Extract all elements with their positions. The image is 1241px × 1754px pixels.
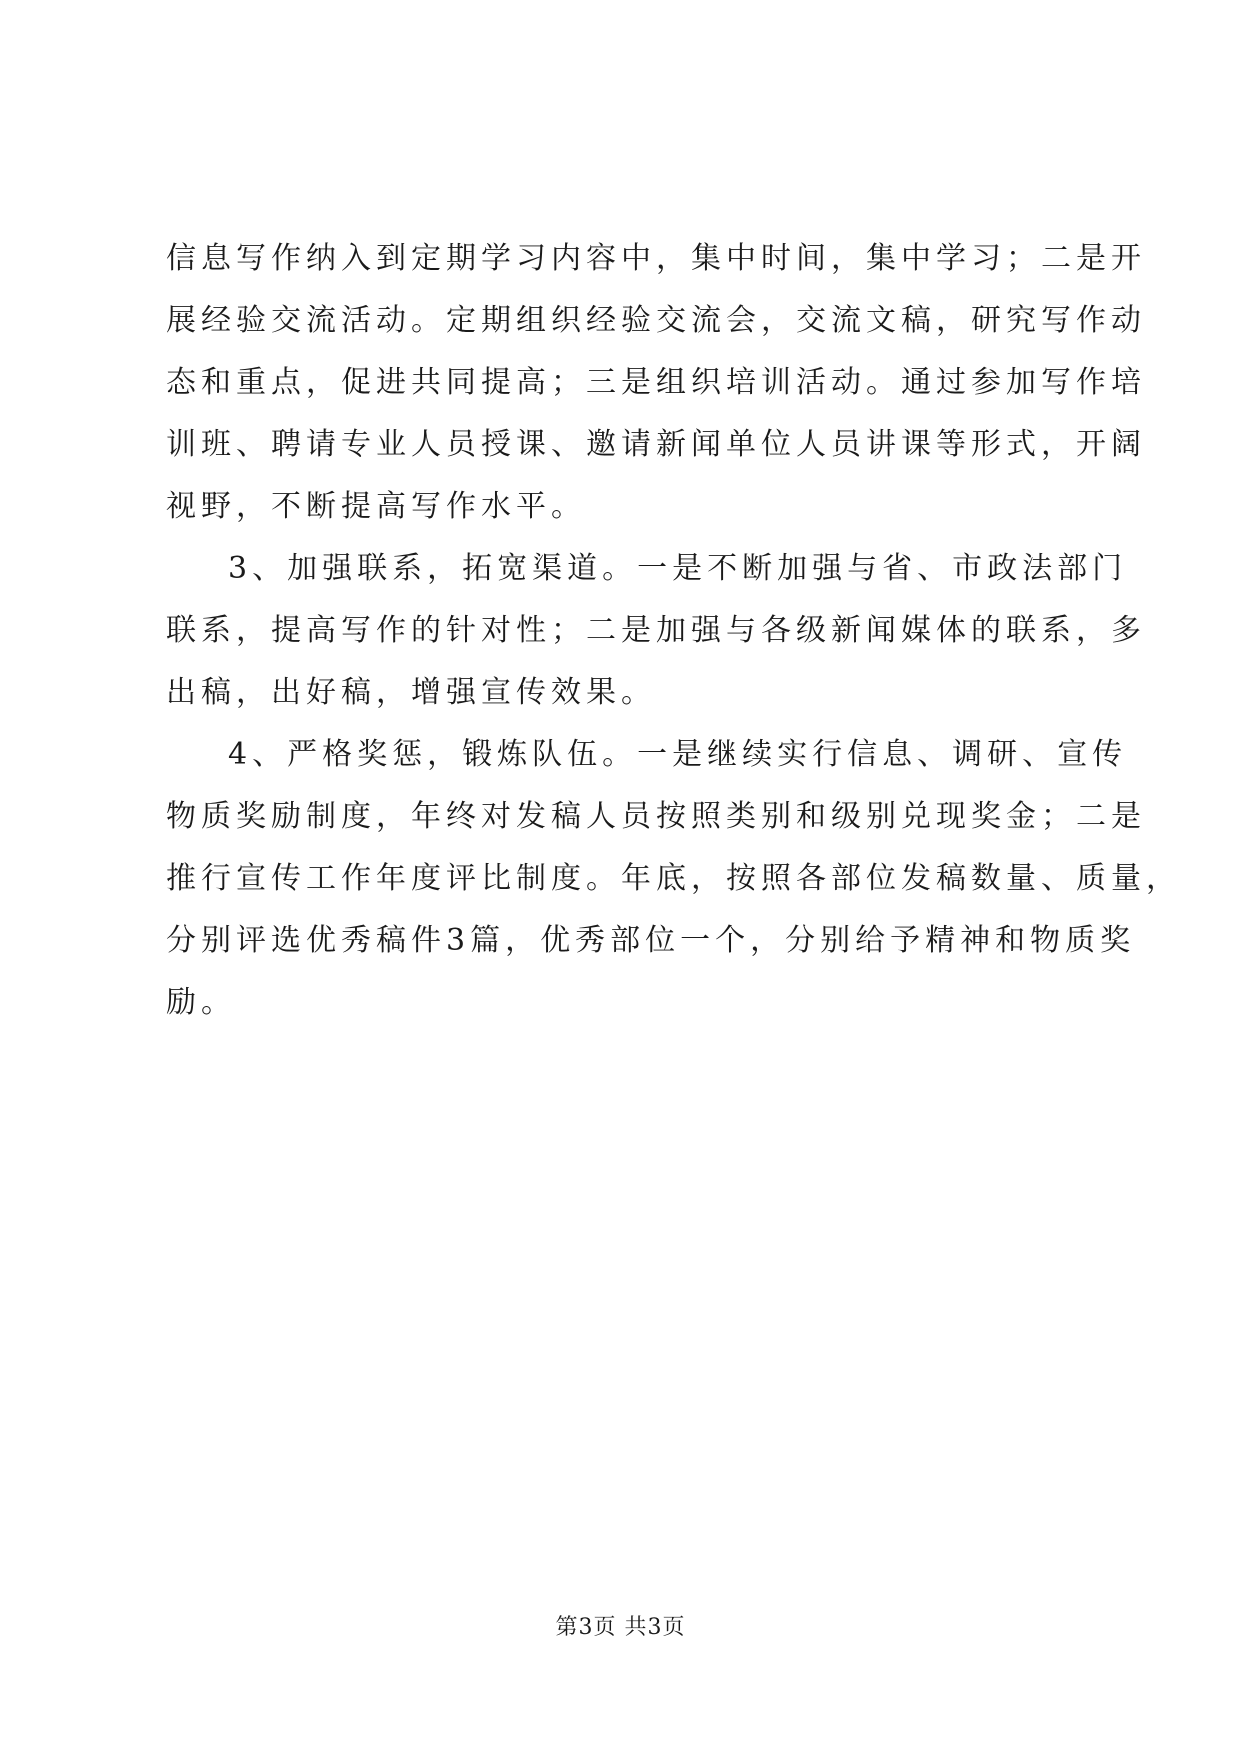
text-line: 4、严格奖惩，锻炼队伍。一是继续实行信息、调研、宣传 — [228, 737, 1128, 772]
paragraph-item-4 — [166, 724, 1181, 1034]
text-line: 励。 — [166, 985, 236, 1020]
paragraph-continued — [166, 228, 1146, 538]
text-line: 联系，提高写作的针对性；二是加强与各级新闻媒体的联系，多 — [166, 613, 1146, 648]
text-line: 信息写作纳入到定期学习内容中，集中时间，集中学习；二是开 — [166, 241, 1146, 276]
text-line: 推行宣传工作年度评比制度。年底，按照各部位发稿数量、质量， — [166, 861, 1181, 896]
paragraph-item-3 — [166, 538, 1146, 724]
text-line: 态和重点，促进共同提高；三是组织培训活动。通过参加写作培 — [166, 365, 1146, 400]
text-line: 视野，不断提高写作水平。 — [166, 489, 586, 524]
text-line: 3、加强联系，拓宽渠道。一是不断加强与省、市政法部门 — [228, 551, 1128, 586]
page-number-footer: 第3页 共3页 — [555, 1615, 686, 1640]
document-body — [166, 228, 1181, 1034]
text-line: 分别评选优秀稿件3篇，优秀部位一个，分别给予精神和物质奖 — [166, 923, 1136, 958]
text-line: 展经验交流活动。定期组织经验交流会，交流文稿，研究写作动 — [166, 303, 1146, 338]
text-line: 出稿，出好稿，增强宣传效果。 — [166, 675, 656, 710]
text-line: 训班、聘请专业人员授课、邀请新闻单位人员讲课等形式，开阔 — [166, 427, 1146, 462]
text-line: 物质奖励制度，年终对发稿人员按照类别和级别兑现奖金；二是 — [166, 799, 1146, 834]
